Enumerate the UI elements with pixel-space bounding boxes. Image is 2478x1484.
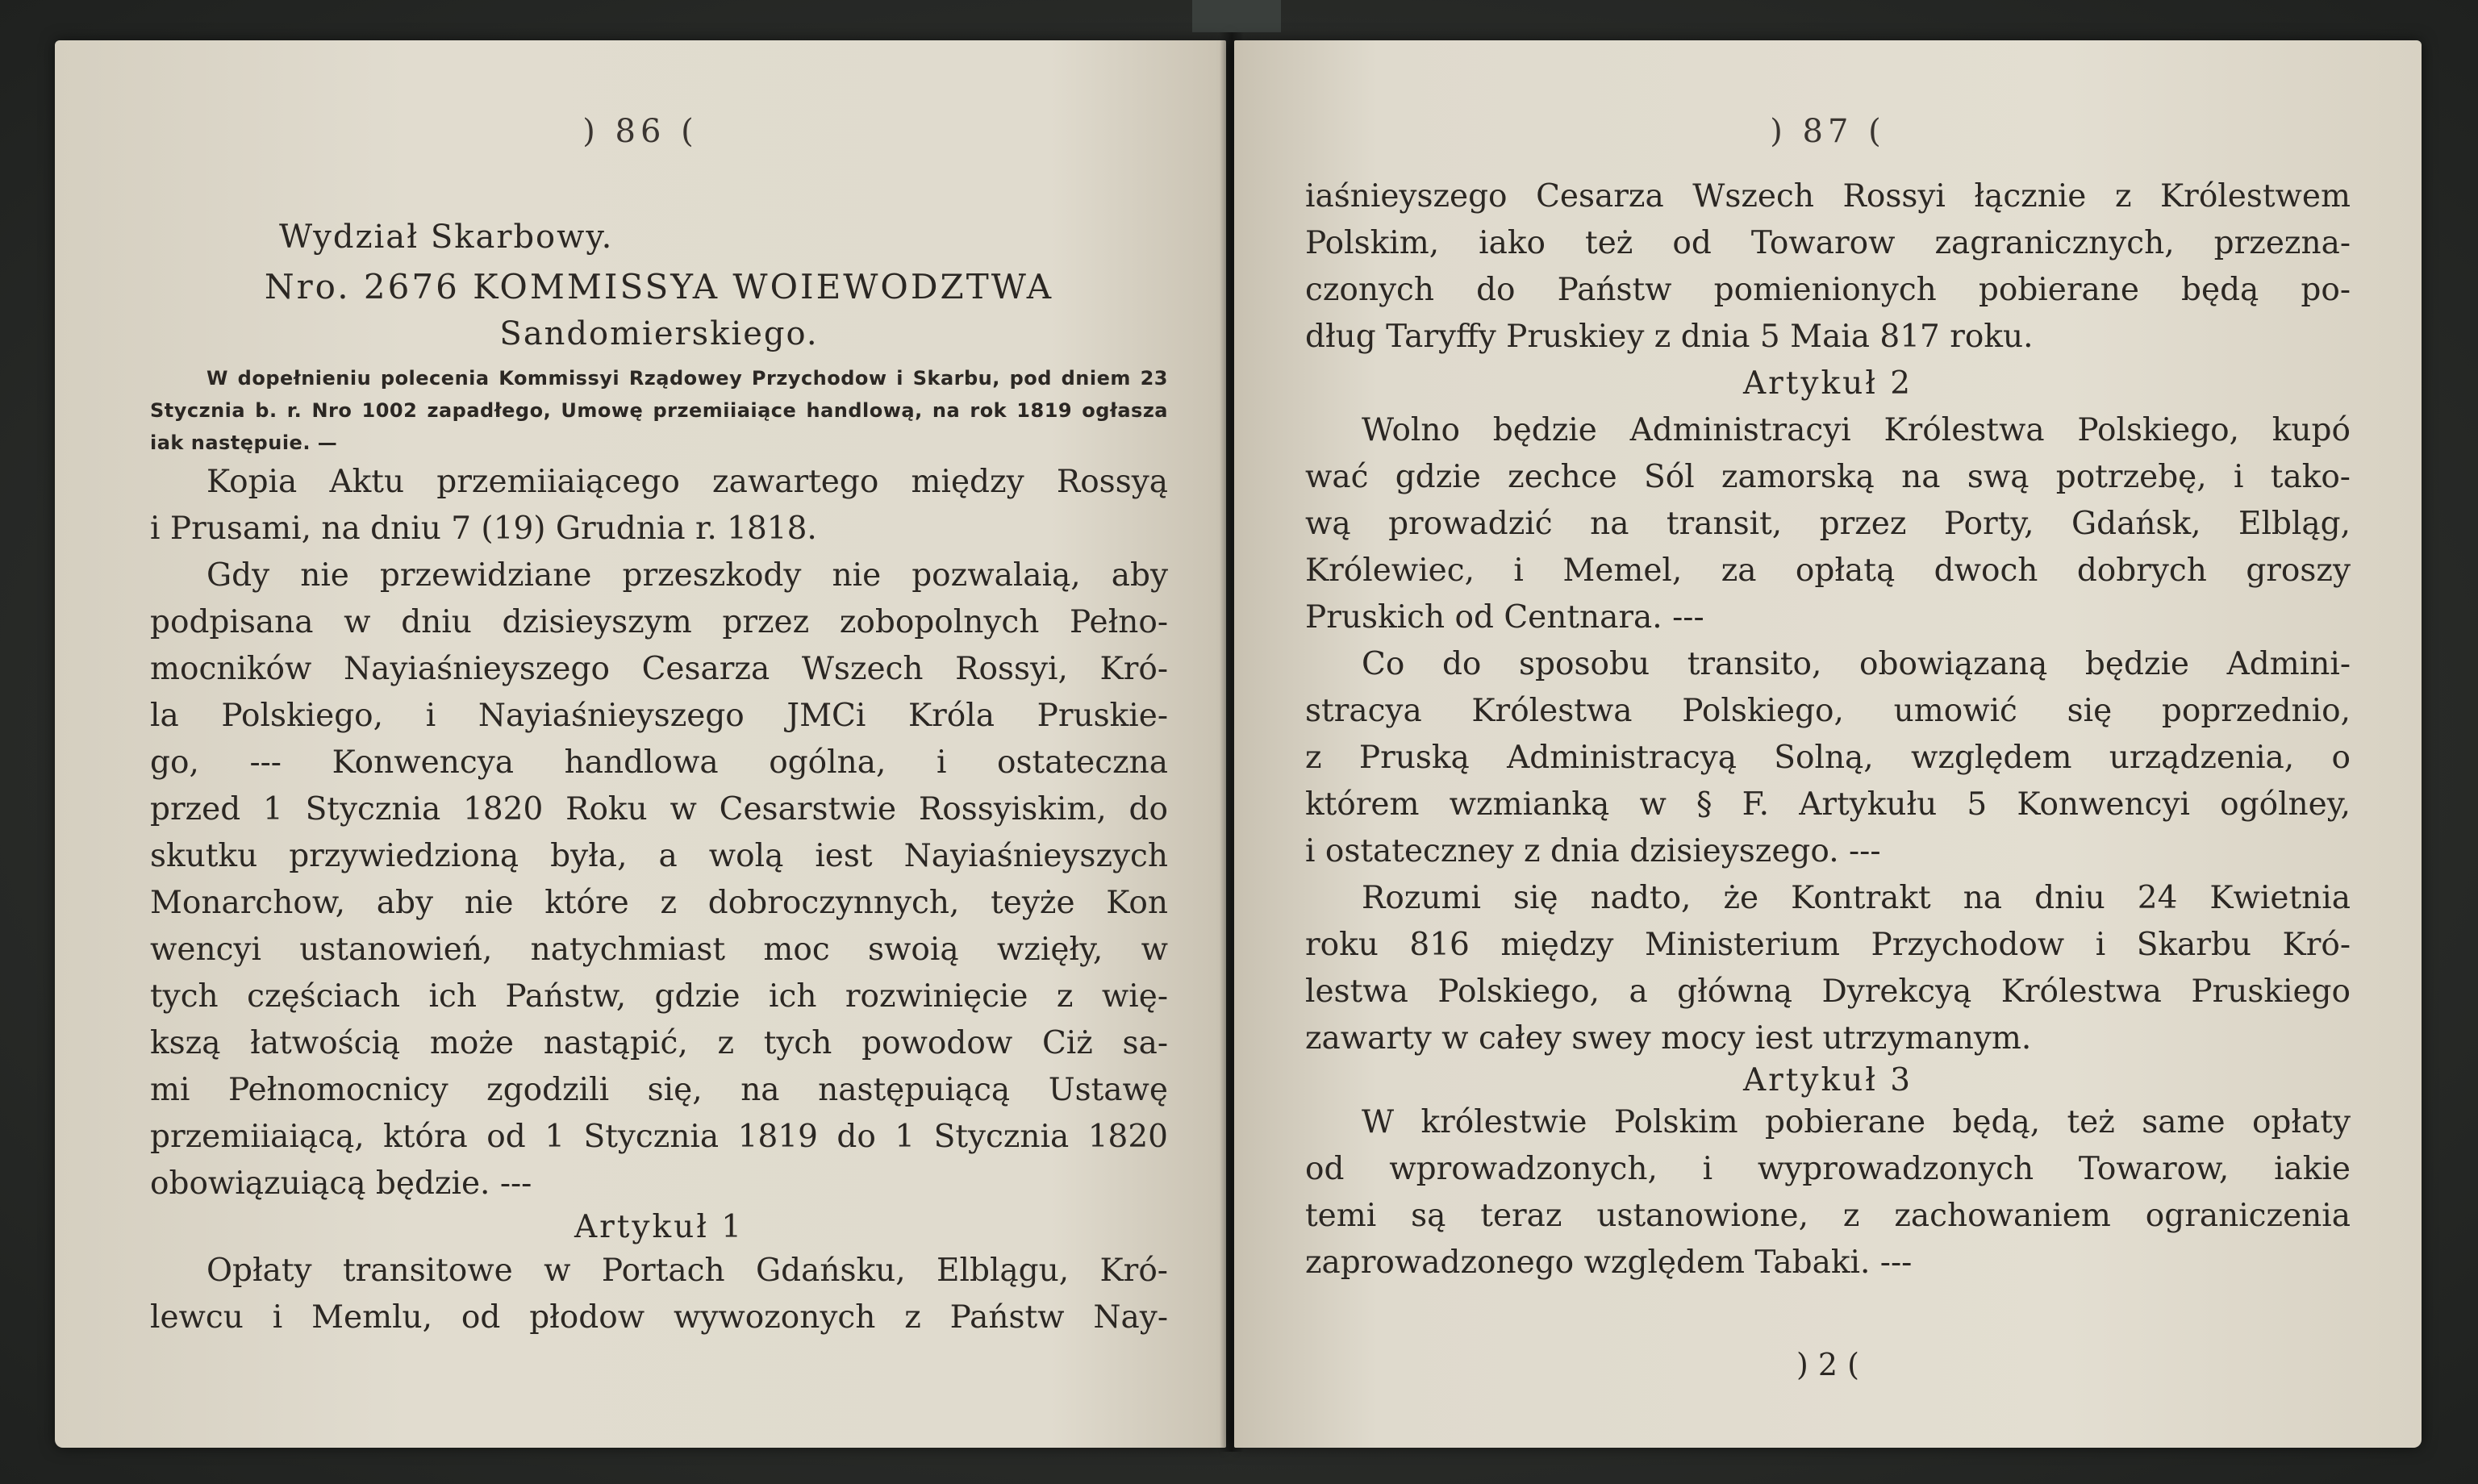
article-3-line: od wprowadzonych, i wyprowadzonych Towarow, iakie bbox=[1305, 1151, 2351, 1187]
page-number-86: ) 86 ( bbox=[582, 113, 699, 150]
article-1-cont-line: dług Taryffy Pruskiey z dnia 5 Maia 817 roku. bbox=[1305, 319, 2034, 355]
article-2-line: wą prowadzić na transit, przez Porty, Gdańsk, Elbląg, bbox=[1305, 506, 2351, 542]
page-number-87: ) 87 ( bbox=[1770, 113, 1886, 150]
paragraph-line: tych częściach ich Państw, gdzie ich rozwinięcie z wię- bbox=[150, 978, 1168, 1015]
right-page bbox=[1234, 40, 2422, 1448]
paragraph-line: mocników Nayiaśnieyszego Cesarza Wszech Rossyi, Kró- bbox=[150, 651, 1168, 687]
kopia-heading bbox=[150, 459, 1168, 552]
article-2-line: zawarty w całey swey mocy iest utrzymanym. bbox=[1305, 1020, 2032, 1057]
book-spine bbox=[1192, 0, 1281, 32]
catchword: ) 2 ( bbox=[1796, 1347, 1859, 1382]
article-3-line: W królestwie Polskim pobierane będą, też same opłaty bbox=[1362, 1104, 2351, 1140]
kopia-line: i Prusami, na dniu 7 (19) Grudnia r. 1818. bbox=[150, 511, 817, 547]
article-1-continued bbox=[1305, 173, 2351, 361]
paragraph-line: go, --- Konwencya handlowa ogólna, i ostateczna bbox=[150, 744, 1168, 781]
article-1-cont-line: iaśnieyszego Cesarza Wszech Rossyi łącznie z Królestwem bbox=[1305, 178, 2351, 215]
notice-line: iak następuie. — bbox=[150, 431, 338, 454]
left-page bbox=[55, 40, 1226, 1448]
paragraph-line: podpisana w dniu dzisieyszym przez zobopolnych Pełno- bbox=[150, 604, 1168, 640]
notice-block bbox=[150, 362, 1168, 459]
paragraph-line: przed 1 Stycznia 1820 Roku w Cesarstwie Rossyiskim, do bbox=[150, 791, 1168, 827]
article-2-paragraph-1 bbox=[1305, 407, 2351, 641]
region-heading: Sandomierskiego. bbox=[499, 315, 819, 352]
article-1-line: Opłaty transitowe w Portach Gdańsku, Elblągu, Kró- bbox=[206, 1253, 1168, 1289]
preamble-paragraph bbox=[150, 552, 1168, 1207]
commission-heading: Nro. 2676 KOMMISSYA WOIEWODZTWA bbox=[264, 267, 1054, 306]
left-page-text bbox=[150, 214, 1168, 1341]
article-2-line: Wolno będzie Administracyi Królestwa Polskiego, kupó bbox=[1362, 412, 2351, 448]
article-2-paragraph-2 bbox=[1305, 641, 2351, 875]
paragraph-line: obowiązuiącą będzie. --- bbox=[150, 1165, 532, 1202]
article-2-line: wać gdzie zechce Sól zamorską na swą potrzebę, i tako- bbox=[1305, 459, 2351, 495]
article-2-line: Rozumi się nadto, że Kontrakt na dniu 24 Kwietnia bbox=[1362, 880, 2351, 916]
paragraph-line: mi Pełnomocnicy zgodzili się, na następuiącą Ustawę bbox=[150, 1072, 1168, 1108]
article-3-line: temi są teraz ustanowione, z zachowaniem ograniczenia bbox=[1305, 1198, 2351, 1234]
article-1-heading: Artykuł 1 bbox=[574, 1209, 745, 1245]
article-2-line: którem wzmianką w § F. Artykułu 5 Konwencyi ogólney, bbox=[1305, 786, 2351, 823]
notice-line: Stycznia b. r. Nro 1002 zapadłego, Umowę przemiiaiące handlową, na rok 1819 ogłasza bbox=[150, 399, 1168, 422]
kopia-line: Kopia Aktu przemiiaiącego zawartego między Rossyą bbox=[206, 464, 1168, 500]
paragraph-line: kszą łatwością może nastąpić, z tych powodow Ciż sa- bbox=[150, 1025, 1168, 1061]
right-page-text bbox=[1305, 173, 2351, 1286]
article-1-cont-line: czonych do Państw pomienionych pobierane będą po- bbox=[1305, 272, 2351, 308]
paragraph-line: wencyi ustanowień, natychmiast moc swoią wzięły, w bbox=[150, 932, 1168, 968]
notice-line: W dopełnieniu polecenia Kommissyi Rządowey Przychodow i Skarbu, pod dniem 23 bbox=[206, 367, 1168, 390]
article-1-line: lewcu i Memlu, od płodow wywozonych z Państw Nay- bbox=[150, 1299, 1168, 1336]
article-1-cont-line: Polskim, iako też od Towarow zagranicznych, przezna- bbox=[1305, 225, 2351, 261]
paragraph-line: la Polskiego, i Nayiaśnieyszego JMCi Króla Pruskie- bbox=[150, 698, 1168, 734]
paragraph-line: Gdy nie przewidziane przeszkody nie pozwalaią, aby bbox=[206, 557, 1168, 594]
article-2-line: Co do sposobu transito, obowiązaną będzie Admini- bbox=[1362, 646, 2351, 682]
article-2-line: lestwa Polskiego, a główną Dyrekcyą Królestwa Pruskiego bbox=[1305, 973, 2351, 1010]
article-2-line: z Pruską Administracyą Solną, względem urządzenia, o bbox=[1305, 740, 2351, 776]
paragraph-line: Monarchow, aby nie które z dobroczynnych, teyże Kon bbox=[150, 885, 1168, 921]
article-2-line: Królewiec, i Memel, za opłatą dwoch dobrych groszy bbox=[1305, 552, 2351, 589]
department-heading: Wydział Skarbowy. bbox=[279, 219, 614, 256]
article-2-heading: Artykuł 2 bbox=[1742, 365, 1913, 402]
article-2-line: Pruskich od Centnara. --- bbox=[1305, 599, 1704, 636]
article-2-line: i ostateczney z dnia dzisieyszego. --- bbox=[1305, 833, 1881, 869]
article-3-paragraph bbox=[1305, 1099, 2351, 1286]
article-2-line: roku 816 między Ministerium Przychodow i Skarbu Kró- bbox=[1305, 927, 2351, 963]
article-3-line: zaprowadzonego względem Tabaki. --- bbox=[1305, 1244, 1913, 1281]
paragraph-line: skutku przywiedzioną była, a wolą iest Nayiaśnieyszych bbox=[150, 838, 1168, 874]
article-2-line: stracya Królestwa Polskiego, umowić się poprzednio, bbox=[1305, 693, 2351, 729]
article-3-heading: Artykuł 3 bbox=[1742, 1062, 1913, 1098]
article-2-paragraph-3 bbox=[1305, 875, 2351, 1062]
paragraph-line: przemiiaiącą, która od 1 Stycznia 1819 do 1 Stycznia 1820 bbox=[150, 1119, 1168, 1155]
